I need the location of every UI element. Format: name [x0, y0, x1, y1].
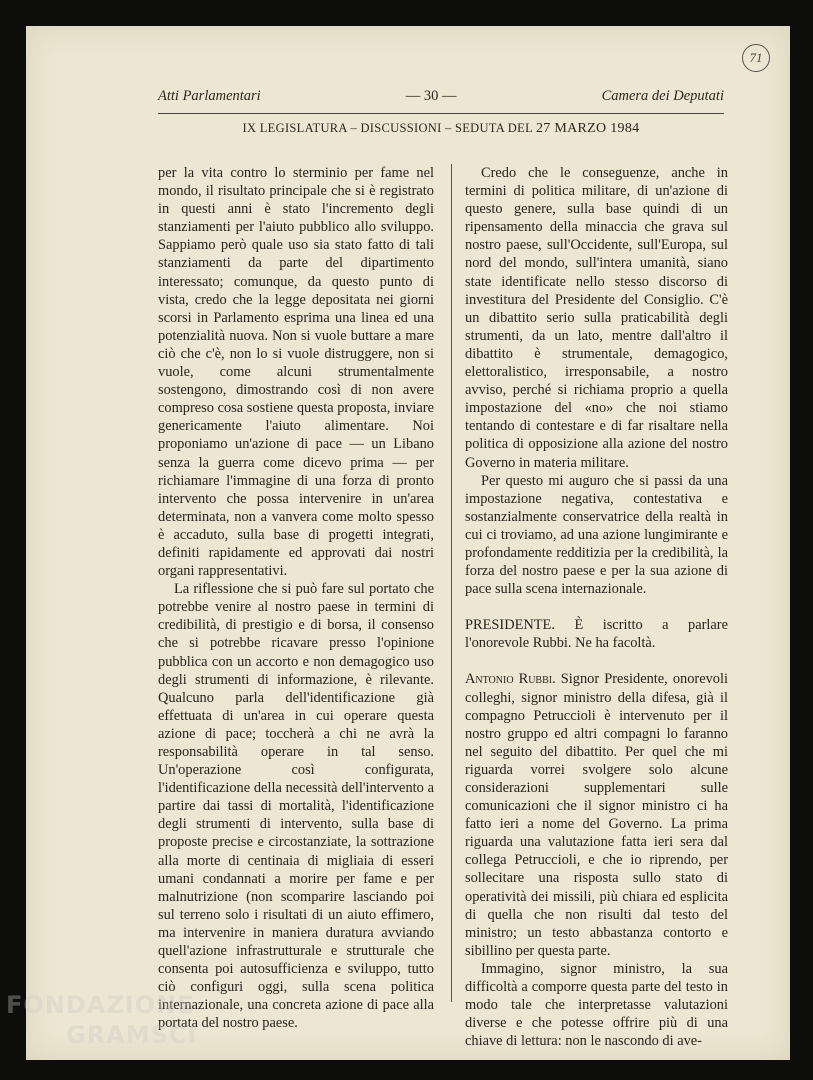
watermark-line-1: FONDAZIONE: [6, 991, 195, 1019]
folio-mark: 71: [742, 44, 770, 72]
rubbi-text: Signor Presidente, onorevoli colleghi, signor ministro della difesa, già il compagno Petruccioli è intervenuto per il nostro gruppo ed altri compagni lo faranno nel seguito del dibattito. Per quel che mi riguarda vorrei svolgere solo alcune considerazioni supplementari sulle comunicazioni che il signor ministro ci ha fatto ieri a nome del Governo. La prima riguarda una valutazione fatta ieri sera dal collega Petruccioli, e che io riprendo, per sollecitare una risposta sullo stato di operatività dei missili, più chiara ed esplicita di quella che non risulti dal testo del ministro; un testo abbastanza contorto e sibillino per questa parte.: [465, 671, 728, 959]
session-prefix: IX LEGISLATURA – DISCUSSIONI – SEDUTA DEL: [242, 121, 533, 135]
left-paragraph-2: La riflessione che si può fare sul portato che potrebbe venire al nostro paese in termini di credibilità, di prestigio e di borsa, il consenso che si potrebbe ricavare presso l'opinione pubblica con un accorto e non demagogico uso degli strumenti di informazione, è rilevante. Qualcuno parla dell'identificazione già effettuata di un'area in cui operare questa azione di pace; toccherà a chi ne avrà la responsabilità operare in tal senso. Un'operazione così configurata, l'identificazione della necessità dell'intervento a partire dai tassi di mortalità, l'identificazione degli strumenti di intervento, sulla base di proposte precise e circostanziate, la sottrazione alla morte di centinaia di migliaia di esseri umani condannati a morire per fame e per malnutrizione (non scomparire lasciando poi sul terreno solo i risultati di un aiuto effimero, ma intervenire in maniera duratura avviando quell'azione infrastrutturale e strutturale che consenta poi autosufficienza e sviluppo, tutto ciò configuri oggi, sulla scena politica internazionale, una concreta azione di pace alla portata del nostro paese.: [158, 581, 434, 1032]
right-paragraph-2: Per questo mi auguro che si passi da una impostazione negativa, contestativa e sostanzialmente conservatrice della realtà in cui ci troviamo, ad una azione lungimirante e profondamente redditizia per la credibilità, la forza del nostro paese e per la sua azione di pace sulla scena internazionale.: [465, 472, 728, 598]
page-number: — 30 —: [405, 88, 457, 104]
president-text: È iscritto a parlare l'onorevole Rubbi. Ne ha facoltà.: [465, 617, 728, 652]
fondazione-gramsci-watermark: [6, 990, 197, 1050]
header-right: Camera dei Deputati: [601, 88, 724, 104]
session-line: [158, 121, 724, 137]
column-divider: [451, 164, 452, 1002]
president-intervention: [465, 616, 728, 652]
header-left: Atti Parlamentari: [158, 88, 261, 104]
left-column: [158, 164, 434, 1033]
right-paragraph-1: Credo che le conseguenze, anche in termini di politica militare, di un'azione di questo genere, sulla base quindi di un ripensamento della minaccia che grava sul nostro paese, sull'Occidente, sull'Europa, sul nord del mondo, sull'intera umanità, siano state identificate nello stesso discorso di investitura del Presidente del Consiglio. C'è un dibattito serio sulla praticabilità degli strumenti, da un lato, mentre dall'altro il dibattito è strumentale, demagogico, elettoralistico, irresponsabile, a nostro avviso, perché si richiama proprio a quella impostazione del «no» che noi stiamo tentando di contestare e di far risaltare nella politica di opposizione alla azione del nostro Governo in materia militare.: [465, 165, 728, 471]
right-column: [465, 164, 728, 1050]
left-paragraph-1: per la vita contro lo sterminio per fame nel mondo, il risultato principale che si è registrato in questi anni è stato l'incremento degli stanziamenti per l'aiuto pubblico allo sviluppo. Sappiamo però quale uso sia stato fatto di tali stanziamenti da parte del dipartimento interessato; comunque, da questo punto di vista, credo che la legge depositata nei giorni scorsi in Parlamento esprima una linea ed una potenzialità nuova. Non si vuole buttare a mare ciò che c'è, non lo si vuole distruggere, non si vuole, come alcuni strumentalmente sostengono, dimostrando così di non avere compreso cosa sostiene questa proposta, inviare genericamente l'aiuto alimentare. Noi proponiamo un'azione di pace — un Libano senza la guerra come dicevo prima — per richiamare l'immagine di una forza di pronto intervento che possa intervenire in un'area determinata, non a vanvera come molto spesso è accaduto, sulla base di progetti integrati, definiti rapidamente ed approvati dai nostri organi rappresentativi.: [158, 165, 434, 580]
president-speaker: PRESIDENTE.: [465, 617, 555, 634]
right-paragraph-last: Immagino, signor ministro, la sua difficoltà a comporre questa parte del testo in modo tale che interpretasse valutazioni diverse e che potesse offrire più di una chiave di lettura: non le nascondo di ave-: [465, 960, 728, 1050]
running-header: [158, 88, 724, 105]
session-date: 27 MARZO 1984: [535, 121, 640, 136]
watermark-line-2: GRAMSCI: [66, 1021, 198, 1049]
rubbi-intervention: [465, 670, 728, 960]
document-page: [26, 26, 790, 1060]
rubbi-speaker: Antonio Rubbi.: [465, 671, 556, 688]
header-rule: [158, 113, 724, 114]
